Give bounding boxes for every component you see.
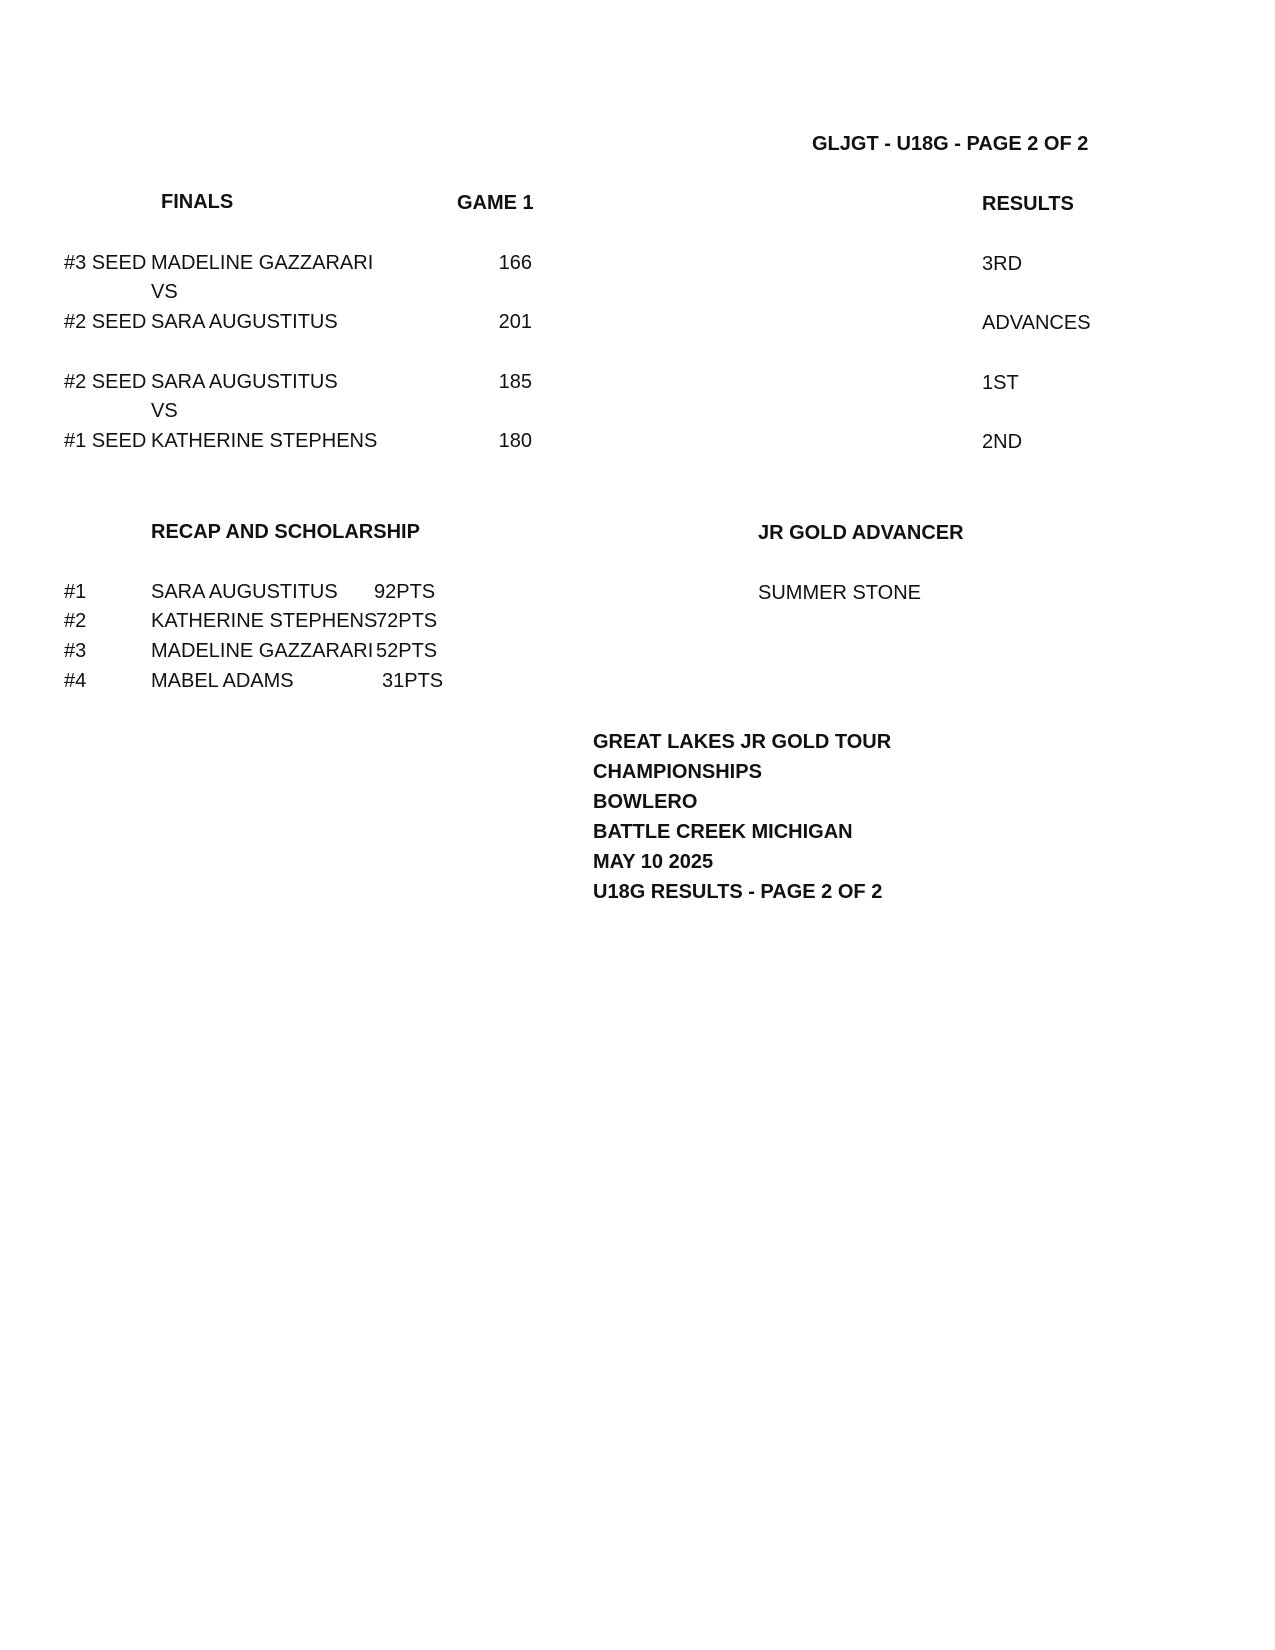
recap-rank: #1 <box>64 581 87 603</box>
event-info-line: BOWLERO <box>593 791 698 813</box>
vs-label: VS <box>151 400 178 422</box>
event-info-line: MAY 10 2025 <box>593 851 714 873</box>
recap-points: 52PTS <box>376 640 438 662</box>
event-info-line: CHAMPIONSHIPS <box>593 761 762 783</box>
advancer-heading: JR GOLD ADVANCER <box>758 522 964 544</box>
result-text: ADVANCES <box>982 312 1091 334</box>
event-info-line: BATTLE CREEK MICHIGAN <box>593 821 853 843</box>
recap-points: 31PTS <box>382 670 444 692</box>
player-name: SARA AUGUSTITUS <box>151 311 338 333</box>
recap-rank: #2 <box>64 610 87 632</box>
page-label: GLJGT - U18G - PAGE 2 OF 2 <box>812 133 1089 155</box>
seed-label: #3 SEED <box>64 252 147 274</box>
results-heading: RESULTS <box>982 193 1074 215</box>
game-score: 201 <box>498 311 532 333</box>
recap-name: KATHERINE STEPHENS <box>151 610 378 632</box>
advancer-name: SUMMER STONE <box>758 582 921 604</box>
recap-rank: #4 <box>64 670 87 692</box>
game-score: 166 <box>498 252 532 274</box>
recap-heading: RECAP AND SCHOLARSHIP <box>151 521 420 543</box>
game-score: 180 <box>498 430 532 452</box>
player-name: KATHERINE STEPHENS <box>151 430 378 452</box>
game-heading: GAME 1 <box>457 192 534 214</box>
result-text: 1ST <box>982 372 1019 394</box>
seed-label: #1 SEED <box>64 430 147 452</box>
event-info-line: U18G RESULTS - PAGE 2 OF 2 <box>593 881 883 903</box>
recap-points: 72PTS <box>376 610 438 632</box>
player-name: SARA AUGUSTITUS <box>151 371 338 393</box>
recap-points: 92PTS <box>374 581 436 603</box>
seed-label: #2 SEED <box>64 311 147 333</box>
player-name: MADELINE GAZZARARI <box>151 252 374 274</box>
vs-label: VS <box>151 281 178 303</box>
result-text: 2ND <box>982 431 1023 453</box>
game-score: 185 <box>498 371 532 393</box>
recap-name: SARA AUGUSTITUS <box>151 581 338 603</box>
event-info-line: GREAT LAKES JR GOLD TOUR <box>593 731 892 753</box>
seed-label: #2 SEED <box>64 371 147 393</box>
recap-name: MADELINE GAZZARARI <box>151 640 374 662</box>
finals-heading: FINALS <box>161 191 234 213</box>
recap-name: MABEL ADAMS <box>151 670 294 692</box>
result-text: 3RD <box>982 253 1023 275</box>
recap-rank: #3 <box>64 640 87 662</box>
